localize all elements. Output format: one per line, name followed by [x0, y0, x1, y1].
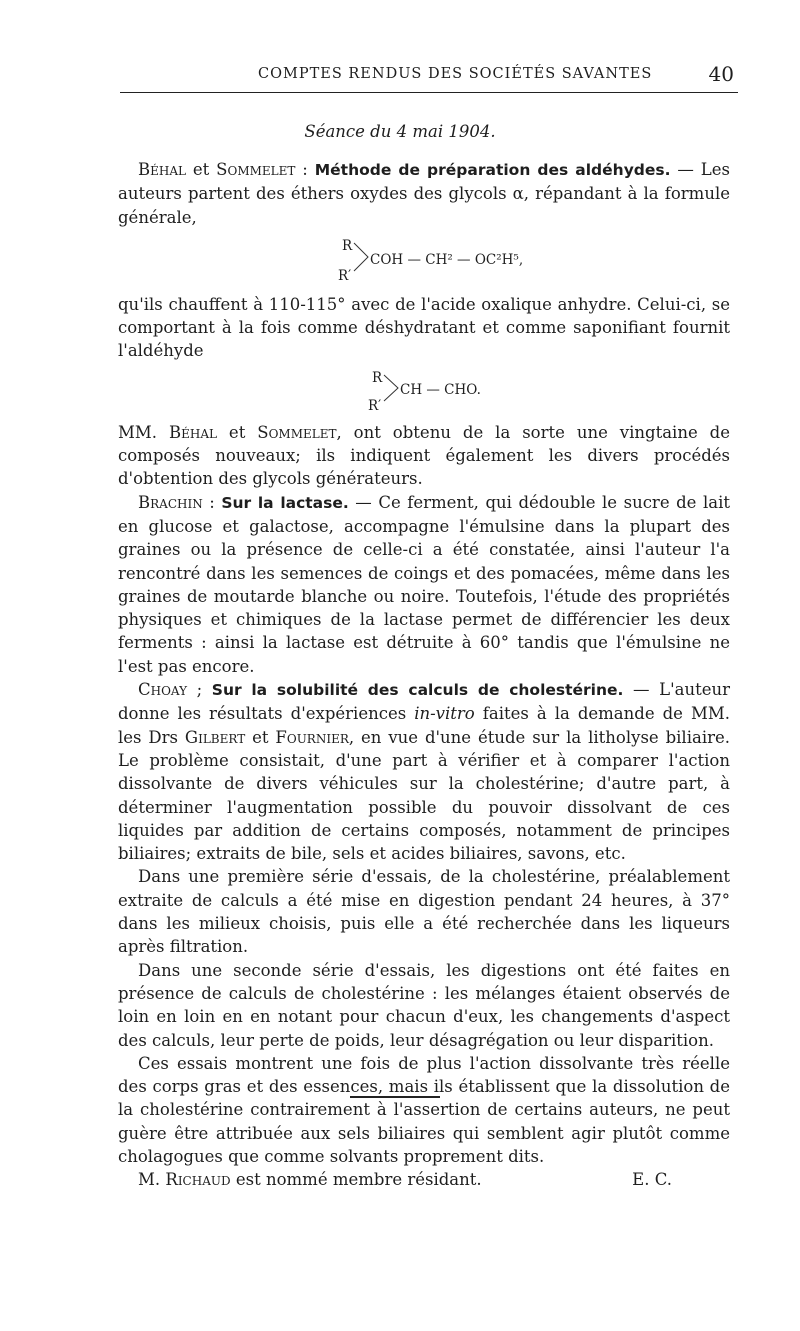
separator: : [202, 492, 222, 512]
paragraph-text: — L'auteur donne les résultats d'expériences [118, 680, 730, 724]
article-title: Méthode de préparation des aldéhydes. [314, 161, 671, 179]
paragraph-text: faites à la demande de MM. les Drs [118, 704, 730, 747]
paragraph-choay [118, 678, 730, 865]
paragraph-lead: M. [138, 1170, 166, 1190]
article-title: Sur la lactase. [221, 493, 349, 512]
paragraph-text: qu'ils chauffent à 110-115° avec de l'acide oxalique anhydre. Celui-ci, se comportant à la fois comme déshydratant et comme saponifiant fournit l'aldéhyde [118, 294, 730, 361]
paragraph-text: , ont obtenu de la sorte une vingtaine de composés nouveaux; ils indiquent également les divers procédés d'obtention des glycols générateurs. [118, 422, 730, 489]
paragraph-second-series: Dans une seconde série d'essais, les digestions ont été faites en présence de calculs de cholestérine : les mélanges étaient observés de loin en loin en en notant pour chacun d'eux, les changements d'aspect des calculs, leur perte de poids, leur désagrégation ou leur disparition. [118, 960, 730, 1050]
formula-bracket [352, 239, 372, 275]
closing-line [118, 1168, 730, 1191]
header-rule [120, 92, 738, 93]
person-name: Gilbert [184, 727, 246, 747]
author-name: Choay [138, 680, 188, 700]
separator: ; [187, 680, 212, 700]
italic-term: in-vitro [414, 704, 475, 724]
page-number: 40 [708, 62, 734, 86]
conjunction: et [216, 422, 258, 442]
article-title: Sur la solubilité des calculs de cholestérine. [211, 681, 624, 700]
author-name: Brachin [138, 492, 203, 512]
chemical-formula-1 [118, 229, 730, 293]
formula-body: CH — CHO. [400, 381, 481, 398]
chemical-formula-2 [118, 363, 730, 421]
paragraph-behal-sommelet-results [118, 421, 730, 491]
separator: : [295, 160, 315, 179]
author-name: Béhal [168, 422, 217, 442]
formula-r-prime: R′ [338, 267, 352, 284]
author-name: Sommelet [257, 422, 337, 442]
page-header [120, 60, 738, 94]
author-name: Sommelet [216, 160, 296, 179]
formula-bracket [382, 371, 402, 405]
paragraph-behal-sommelet [118, 158, 730, 229]
formula-body: COH — CH² — OC²H⁵, [370, 251, 524, 268]
end-rule [350, 1096, 440, 1098]
formula-r-prime: R′ [368, 397, 382, 414]
paragraph-text: , en vue d'une étude sur la litholyse biliaire. Le problème consistait, d'une part à vérifier et à comparer l'action dissolvante de divers véhicules sur la cholestérine; d'autre part, à déterminer l'augmentation possible du pouvoir dissolvant de ces liquides par addition de certains composés, notamment de principes biliaires; extraits de bile, sels et acides biliaires, savons, etc. [118, 727, 730, 864]
paragraph-text: — Ce ferment, qui dédouble le sucre de lait en glucose et galactose, accompagne l'émulsine dans la plupart des graines ou la présence de celle-ci a été constatée, ainsi l'auteur l'a rencontré dans les semences de coings et des pomacées, même dans les graines de moutarde blanche ou noire. Toutefois, l'étude des propriétés physiques et chimiques de la lactase permet de différencier les deux ferments : ainsi la lactase est détruite à 60° tandis que l'émulsine ne l'est pas encore. [118, 492, 730, 676]
conjunction: et [245, 727, 276, 747]
formula-r: R [342, 237, 353, 254]
conjunction: et [186, 160, 217, 179]
paragraph-brachin [118, 491, 730, 678]
running-head: COMPTES RENDUS DES SOCIÉTÉS SAVANTES [258, 66, 653, 82]
formula-r: R [372, 369, 383, 386]
paragraph-conclusion: Ces essais montrent une fois de plus l'action dissolvante très réelle des corps gras et des essences, mais ils établissent que la dissolution de la cholestérine contrairement à l'assertion de certains auteurs, ne peut guère être attribuée aux sels biliaires qui semblent agir plutôt comme cholagogues que comme solvants proprement dits. [118, 1053, 730, 1166]
paragraph-text: est nommé membre résidant. [230, 1170, 482, 1190]
paragraph-text: — Les auteurs partent des éthers oxydes des glycols α, répandant à la formule générale, [118, 160, 730, 227]
paragraph-lead: MM. [118, 422, 169, 442]
paragraph-first-series: Dans une première série d'essais, de la cholestérine, préalablement extraite de calculs a été mise en digestion pendant 24 heures, à 37° dans les milieux choisis, puis elle a été recherchée dans les liqueurs après filtration. [118, 867, 730, 957]
closing-text [138, 1168, 482, 1191]
signature: E. C. [632, 1170, 672, 1190]
author-name: Béhal [138, 160, 186, 179]
session-date: Séance du 4 mai 1904. [304, 122, 496, 141]
body-text [118, 158, 730, 1192]
person-name: Fournier [275, 727, 349, 747]
person-name: Richaud [165, 1170, 231, 1190]
